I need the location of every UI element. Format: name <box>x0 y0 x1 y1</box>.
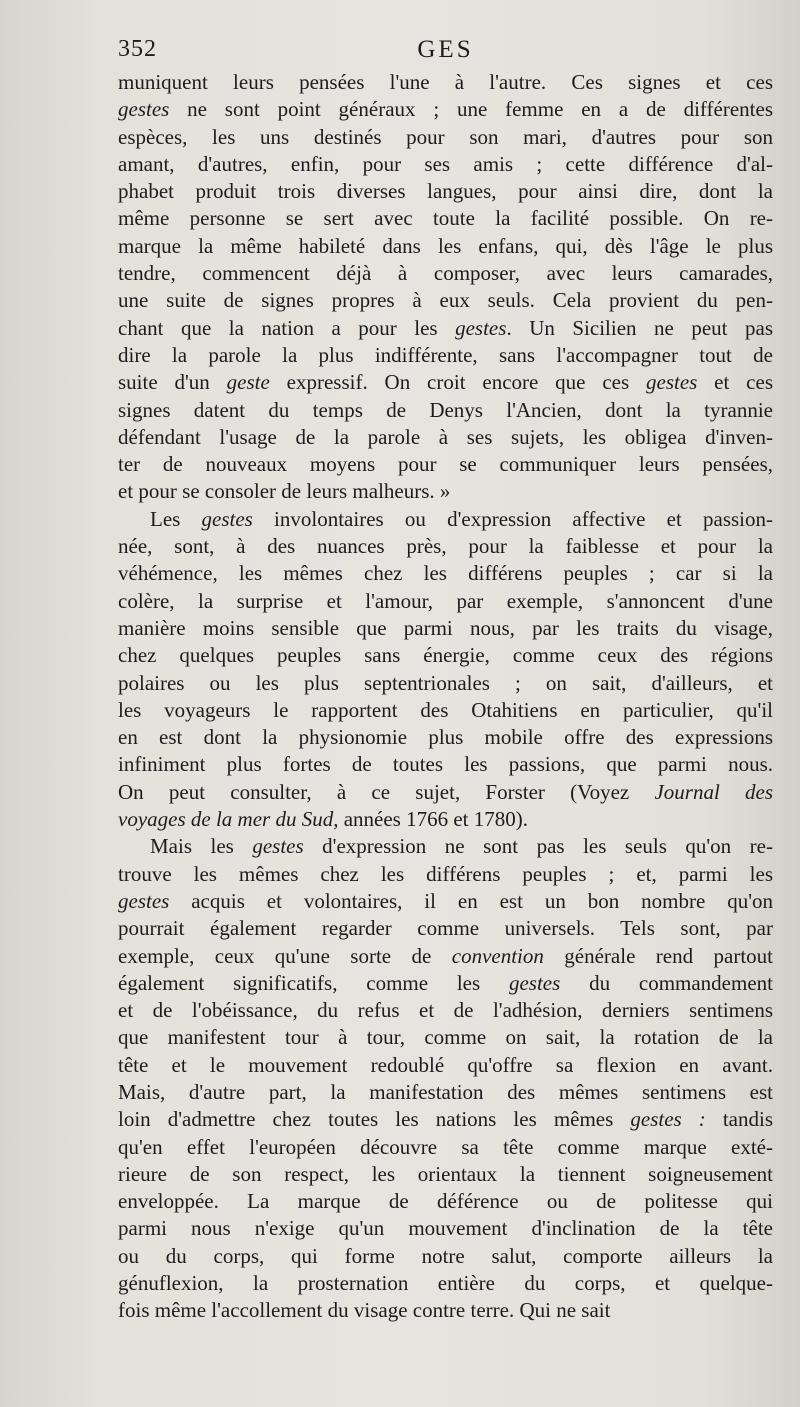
text-line: et de l'obéissance, du refus et de l'adhésion, derniers sentimens <box>118 998 773 1023</box>
text-line: également significatifs, comme les gestes du commandement <box>118 970 773 995</box>
italic-term: gestes <box>118 97 170 122</box>
text-line: gestes acquis et volontaires, il en est un bon nombre qu'on <box>118 888 773 913</box>
italic-term: convention <box>451 943 544 968</box>
text-line: phabet produit trois diverses langues, pour ainsi dire, dont la <box>118 179 773 204</box>
italic-term: gestes <box>646 370 698 395</box>
text-line: Mais les gestes d'expression ne sont pas les seuls qu'on re- <box>150 834 773 859</box>
text-line: tendre, commencent déjà à composer, avec leurs camarades, <box>118 261 773 286</box>
text-line: génuflexion, la prosternation entière du corps, et quelque- <box>118 1271 773 1296</box>
text-line: ou du corps, qui forme notre salut, comporte ailleurs la <box>118 1243 773 1268</box>
text-line: les voyageurs le rapportent des Otahitiens en particulier, qu'il <box>118 697 773 722</box>
page-header <box>118 36 773 70</box>
text-line: une suite de signes propres à eux seuls. Cela provient du pen- <box>118 288 773 313</box>
body-text <box>118 69 773 1325</box>
text-line: manière moins sensible que parmi nous, par les traits du visage, <box>118 615 773 640</box>
text-line: enveloppée. La marque de déférence ou de politesse qui <box>118 1189 773 1214</box>
italic-term: geste <box>226 370 270 395</box>
paragraph <box>118 69 773 506</box>
italic-term: gestes <box>455 315 507 340</box>
page-number: 352 <box>118 36 157 62</box>
running-head: GES <box>417 36 474 63</box>
text-line: voyages de la mer du Sud, années 1766 et 1780). <box>118 807 528 832</box>
italic-term: gestes <box>201 506 253 531</box>
text-line: trouve les mêmes chez les différens peuples ; et, parmi les <box>118 861 773 886</box>
italic-term: gestes : <box>630 1107 706 1132</box>
text-line: On peut consulter, à ce sujet, Forster (Voyez Journal des <box>118 779 773 804</box>
paragraph <box>118 833 773 1324</box>
text-line: polaires ou les plus septentrionales ; on sait, d'ailleurs, et <box>118 670 773 695</box>
text-line: née, sont, à des nuances près, pour la faiblesse et pour la <box>118 534 773 559</box>
text-line: que manifestent tour à tour, comme on sait, la rotation de la <box>118 1025 773 1050</box>
text-line: gestes ne sont point généraux ; une femme en a de différentes <box>118 97 773 122</box>
text-line: fois même l'accollement du visage contre terre. Qui ne sait <box>118 1298 611 1323</box>
italic-term: gestes <box>508 970 561 995</box>
text-line: défendant l'usage de la parole à ses sujets, les obligea d'inven- <box>118 424 773 449</box>
text-line: qu'en effet l'européen découvre sa tête comme marque exté- <box>118 1134 773 1159</box>
text-line: signes datent du temps de Denys l'Ancien, dont la tyrannie <box>118 397 773 422</box>
text-line: amant, d'autres, enfin, pour ses amis ; cette différence d'al- <box>118 151 773 176</box>
text-line: même personne se sert avec toute la facilité possible. On re- <box>118 206 773 231</box>
italic-term: voyages de la mer du Sud <box>118 807 334 832</box>
italic-term: Journal des <box>654 779 773 804</box>
text-line: muniquent leurs pensées l'une à l'autre. Ces signes et ces <box>118 70 773 94</box>
text-line: loin d'admettre chez toutes les nations les mêmes gestes : tandis <box>118 1107 773 1132</box>
text-line: marque la même habileté dans les enfans, qui, dès l'âge le plus <box>118 233 773 258</box>
text-line: rieure de son respect, les orientaux la tiennent soigneusement <box>118 1161 773 1186</box>
text-line: et pour se consoler de leurs malheurs. » <box>118 479 451 504</box>
text-line: Mais, d'autre part, la manifestation des mêmes sentimens est <box>118 1079 773 1104</box>
text-line: tête et le mouvement redoublé qu'offre sa flexion en avant. <box>118 1052 773 1077</box>
paragraph <box>118 506 773 834</box>
text-line: espèces, les uns destinés pour son mari, d'autres pour son <box>118 124 773 149</box>
text-line: colère, la surprise et l'amour, par exemple, s'annoncent d'une <box>118 588 773 613</box>
italic-term: gestes <box>118 888 170 913</box>
italic-term: gestes <box>252 834 304 859</box>
text-line: parmi nous n'exige qu'un mouvement d'inclination de la tête <box>118 1216 773 1241</box>
text-line: chez quelques peuples sans énergie, comme ceux des régions <box>118 643 773 668</box>
text-line: Les gestes involontaires ou d'expression affective et passion- <box>150 506 773 531</box>
text-line: pourrait également regarder comme universels. Tels sont, par <box>118 916 773 941</box>
text-line: exemple, ceux qu'une sorte de convention générale rend partout <box>118 943 773 968</box>
text-line: dire la parole la plus indifférente, sans l'accompagner tout de <box>118 342 773 367</box>
text-line: ter de nouveaux moyens pour se communiquer leurs pensées, <box>118 452 773 477</box>
text-line: chant que la nation a pour les gestes. Un Sicilien ne peut pas <box>118 315 773 340</box>
text-line: suite d'un geste expressif. On croit encore que ces gestes et ces <box>118 370 773 395</box>
text-line: en est dont la physionomie plus mobile offre des expressions <box>118 725 773 750</box>
text-line: véhémence, les mêmes chez les différens peuples ; car si la <box>118 561 773 586</box>
text-line: infiniment plus fortes de toutes les passions, que parmi nous. <box>118 752 773 777</box>
